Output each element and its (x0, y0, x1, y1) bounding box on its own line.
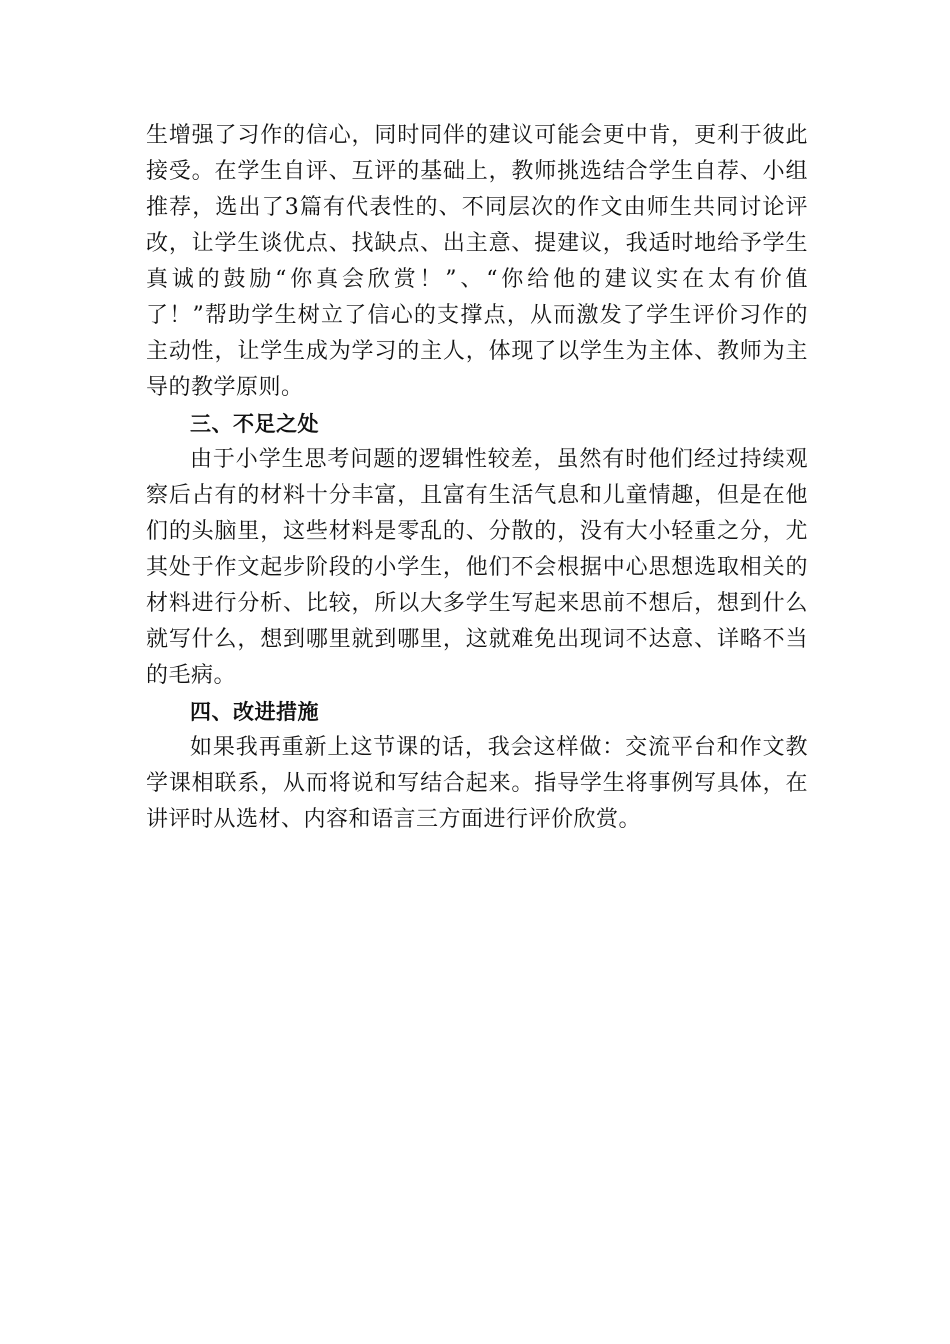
text-line: 导的教学原则。 (146, 375, 304, 400)
text-line: 接受。在学生自评、互评的基础上，教师挑选结合学生自荐、小组 (146, 159, 808, 184)
text-line: 的毛病。 (146, 663, 237, 688)
text-line: 改，让学生谈优点、找缺点、出主意、提建议，我适时地给予学生 (146, 231, 808, 256)
section-heading-shortcomings: 三、不足之处 (190, 412, 319, 436)
text-line: 讲评时从选材、内容和语言三方面进行评价欣赏。 (146, 807, 642, 832)
text-line: 材料进行分析、比较，所以大多学生写起来思前不想后，想到什么 (146, 591, 808, 616)
text-line: 主动性，让学生成为学习的主人，体现了以学生为主体、教师为主 (146, 339, 808, 364)
text-line: 其处于作文起步阶段的小学生，他们不会根据中心思想选取相关的 (146, 555, 808, 580)
document-page (146, 118, 808, 838)
text-line: 如果我再重新上这节课的话，我会这样做：交流平台和作文教 (190, 735, 808, 760)
text-line: 学课相联系，从而将说和写结合起来。指导学生将事例写具体，在 (146, 771, 808, 796)
paragraph-evaluation (146, 118, 808, 406)
text-line: 就写什么，想到哪里就到哪里，这就难免出现词不达意、详略不当 (146, 627, 808, 652)
section-heading-improvements: 四、改进措施 (190, 700, 319, 724)
paragraph-improvements (146, 730, 808, 838)
text-line: 推荐，选出了3篇有代表性的、不同层次的作文由师生共同讨论评 (146, 195, 808, 220)
text-line: 由于小学生思考问题的逻辑性较差，虽然有时他们经过持续观 (190, 447, 808, 472)
text-line: 察后占有的材料十分丰富，且富有生活气息和儿童情趣，但是在他 (146, 483, 808, 508)
text-line: 们的头脑里，这些材料是零乱的、分散的，没有大小轻重之分，尤 (146, 519, 808, 544)
text-line: 真诚的鼓励“你真会欣赏！”、“你给他的建议实在太有价值 (146, 267, 808, 292)
paragraph-shortcomings (146, 442, 808, 694)
text-line: 了！”帮助学生树立了信心的支撑点，从而激发了学生评价习作的 (146, 303, 808, 328)
text-line: 生增强了习作的信心，同时同伴的建议可能会更中肯，更利于彼此 (146, 123, 808, 148)
